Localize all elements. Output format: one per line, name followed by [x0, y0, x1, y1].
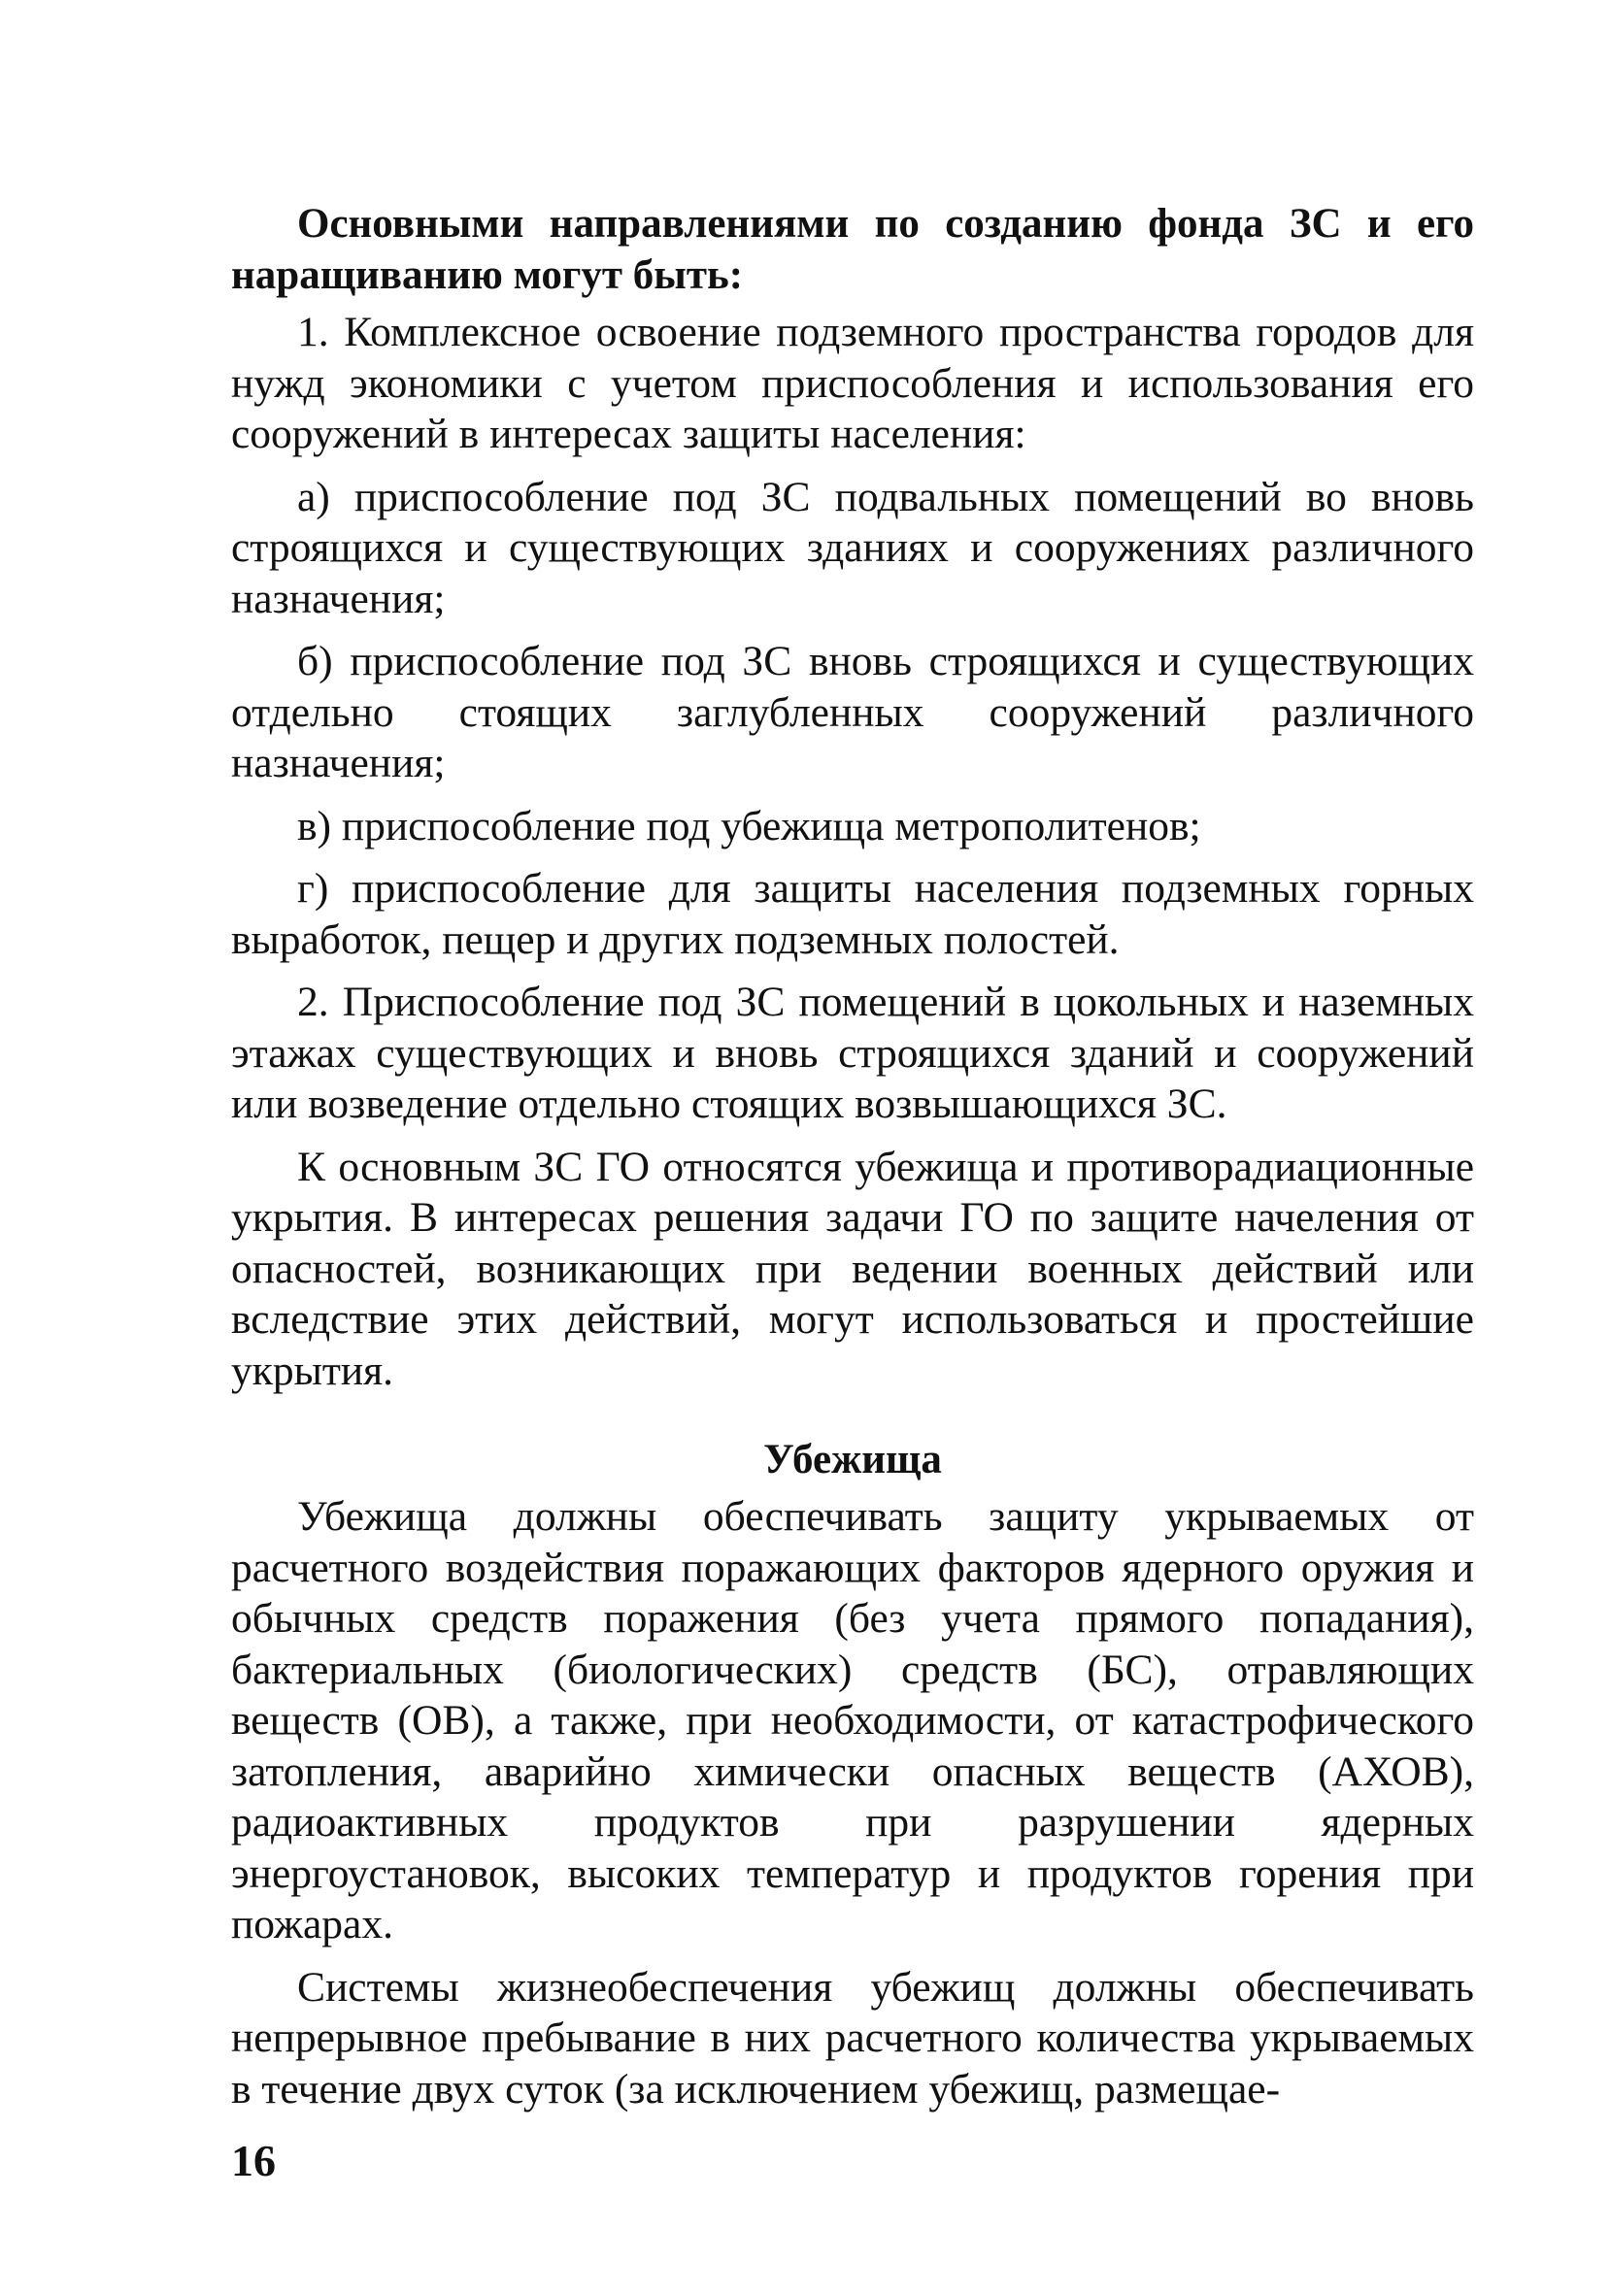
section-heading: Убежища	[763, 1437, 942, 1482]
section-paragraph-2: Системы жизнеобеспечения убежищ должны обеспечивать непрерывное пребывание в них расчетного количества укрываемых в течение двух суток (за исключением убежищ, размещае-	[231, 1963, 1474, 2113]
intro-paragraph: Основными направлениями по созданию фонда ЗС и его наращиванию могут быть:	[231, 201, 1474, 298]
list-item-2: 2. Приспособление под ЗС помещений в цокольных и наземных этажах существующих и вновь строящихся зданий и сооружений или возведение отдельно стоящих возвышающихся ЗС.	[231, 979, 1474, 1127]
list-item-1: 1. Комплексное освоение подземного пространства городов для нужд экономики с учетом приспособления и использования его сооружений в интересах защиты населения:	[231, 309, 1474, 457]
list-item-1v: в) приспособление под убежища метрополитенов;	[297, 802, 1201, 849]
page-number: 16	[231, 2136, 276, 2185]
summary-paragraph: К основным ЗС ГО относятся убежища и противорадиационные укрытия. В интересах решения задачи ГО по защите начеления от опасностей, возникающих при ведении военных действий или вследствие этих действий, могут использоваться и простейшие укрытия.	[231, 1143, 1474, 1394]
list-item-1g: г) приспособление для защиты населения подземных горных выработок, пещер и других подземных полостей.	[231, 865, 1474, 963]
page-body	[231, 199, 1474, 2126]
list-item-1b: б) приспособление под ЗС вновь строящихся и существующих отдельно стоящих заглубленных сооружений различного назначения;	[231, 638, 1474, 786]
section-paragraph-1: Убежища должны обеспечивать защиту укрываемых от расчетного воздействия поражающих факторов ядерного оружия и обычных средств поражения (без учета прямого попадания), бактериальных (биологических) средств (БС), отравляющих веществ (ОВ), а также, при необходимости, от катастрофического затопления, аварийно химически опасных веществ (АХОВ), радиоактивных продуктов при разрушении ядерных энергоустановок, высоких температур и продуктов горения при пожарах.	[231, 1493, 1474, 1947]
list-item-1a: а) приспособление под ЗС подвальных помещений во вновь строящихся и существующих зданиях и сооружениях различного назначения;	[231, 473, 1474, 622]
